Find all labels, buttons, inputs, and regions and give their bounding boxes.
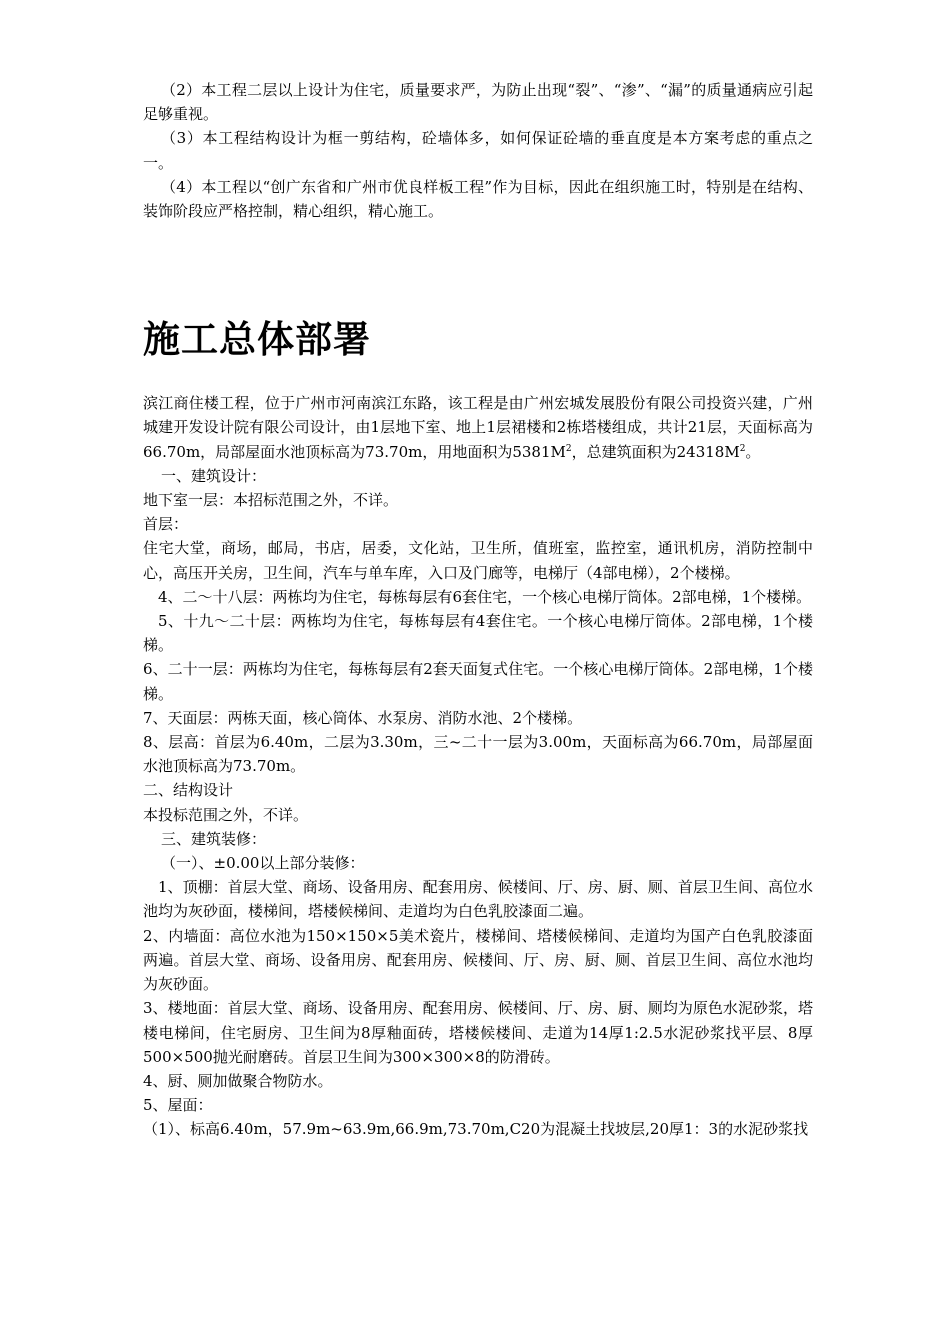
intro-item-3: （3）本工程结构设计为框一剪结构，砼墙体多，如何保证砼墙的垂直度是本方案考虑的重点之一。 bbox=[143, 129, 813, 172]
overview-text-1: 滨江商住楼工程，位于广州市河南滨江东路，该工程是由广州宏城发展股份有限公司投资兴建，广州城建开发设计院有限公司设计，由1层地下室、地上1层裙楼和2栋塔楼组成，共计21层，天面标高为66.70m，局部屋面水池顶标高为73.70m，用地面积为5381M bbox=[143, 394, 813, 461]
intro-item-4: （4）本工程以“创广东省和广州市优良样板工程”作为目标，因此在组织施工时，特别是在结构、装饰阶段应严格控制，精心组织，精心施工。 bbox=[143, 177, 813, 221]
decoration-subheading: （一）、±0.00以上部分装修： bbox=[161, 854, 365, 873]
section-spacer bbox=[143, 223, 813, 319]
title-spacer bbox=[143, 361, 813, 391]
floor-finish-item: 3、楼地面：首层大堂、商场、设备用房、配套用房、候楼间、厅、房、厨、厕均为原色水泥砂浆，塔楼电梯间，住宅厨房、卫生间为8厚釉面砖，塔楼候楼间、走道为14厚1:2.5水泥砂浆找平层、8厚500×500抛光耐磨砖。首层卫生间为300×300×8的防滑砖。 bbox=[143, 999, 813, 1066]
structure-note: 本投标范围之外，不详。 bbox=[143, 805, 309, 824]
roof-item: 5、屋面： bbox=[143, 1096, 213, 1115]
floors-19-20: 5、十九～二十层：两栋均为住宅，每栋每层有4套住宅。一个核心电梯厅筒体。2部电梯，1个楼梯。 bbox=[143, 612, 813, 655]
superscript-2: 2 bbox=[739, 443, 746, 454]
page-content bbox=[143, 78, 813, 1142]
ceiling-item: 1、顶棚：首层大堂、商场、设备用房、配套用房、候楼间、厅、房、厨、厕、首层卫生间、高位水池均为灰砂面，楼梯间，塔楼候梯间、走道均为白色乳胶漆面二遍。 bbox=[143, 878, 813, 921]
interior-wall-item: 2、内墙面：高位水池为150×150×5美术瓷片，楼梯间、塔楼候梯间、走道均为国产白色乳胶漆面两遍。首层大堂、商场、设备用房、配套用房、候楼间、厅、房、厨、厕、首层卫生间、高位水池均为灰砂面。 bbox=[143, 926, 813, 994]
overview-text-3: 。 bbox=[745, 442, 761, 461]
ground-floor-detail: 住宅大堂，商场，邮局，书店，居委，文化站，卫生所，值班室，监控室，通讯机房，消防控制中心，高压开关房，卫生间，汽车与单车库，入口及门廊等，电梯厅（4部电梯），2个楼梯。 bbox=[143, 539, 813, 582]
floors-2-18: 4、二～十八层：两栋均为住宅，每栋每层有6套住宅，一个核心电梯厅筒体。2部电梯，1个楼梯。 bbox=[158, 587, 812, 606]
ground-floor-label: 首层： bbox=[143, 515, 189, 534]
floor-heights: 8、层高：首层为6.40m，二层为3.30m，三~二十一层为3.00m，天面标高为66.70m，局部屋面水池顶标高为73.70m。 bbox=[143, 733, 813, 776]
waterproof-item: 4、厨、厕加做聚合物防水。 bbox=[143, 1071, 333, 1090]
roof-detail-1: （1）、标高6.40m，57.9m~63.9m,66.9m,73.70m,C20为混凝土找坡层,20厚1：3的水泥砂浆找 bbox=[143, 1120, 809, 1139]
roof-level: 7、天面层：两栋天面，核心筒体、水泵房、消防水池、2个楼梯。 bbox=[143, 708, 583, 727]
project-overview bbox=[143, 391, 813, 464]
heading-structure-design: 二、结构设计 bbox=[143, 781, 234, 800]
intro-item-2: （2）本工程二层以上设计为住宅，质量要求严，为防止出现“裂”、“渗”、“漏”的质量通病应引起足够重视。 bbox=[143, 81, 813, 124]
basement-line: 地下室一层：本招标范围之外，不详。 bbox=[143, 491, 399, 510]
section-title: 施工总体部署 bbox=[143, 318, 371, 362]
floor-21: 6、二十一层：两栋均为住宅，每栋每层有2套天面复式住宅。一个核心电梯厅筒体。2部电梯，1个楼梯。 bbox=[143, 660, 813, 703]
superscript-1: 2 bbox=[565, 443, 572, 454]
heading-decoration: 三、建筑装修： bbox=[161, 829, 267, 848]
heading-architecture-design: 一、建筑设计： bbox=[161, 466, 267, 485]
overview-text-2: ，总建筑面积为24318M bbox=[571, 442, 740, 461]
